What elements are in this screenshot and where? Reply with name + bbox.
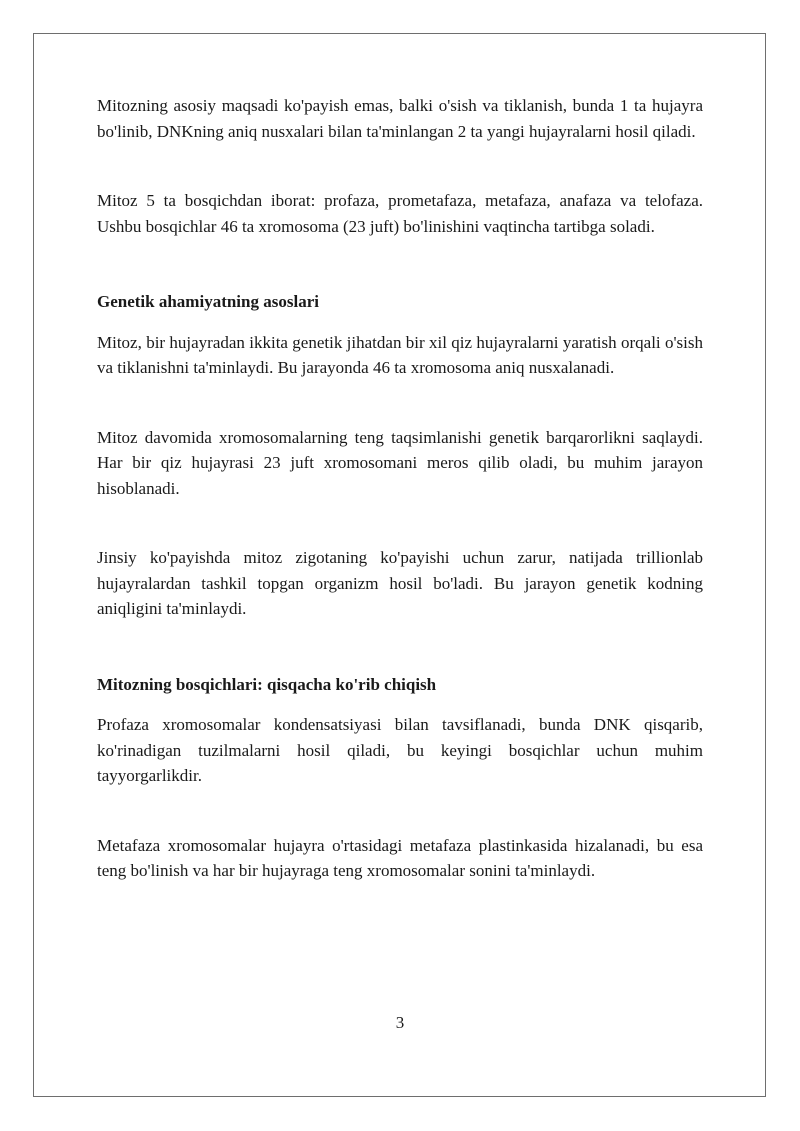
paragraph-chromosome-distribution: Mitoz davomida xromosomalarning teng taqsimlanishi genetik barqarorlikni saqlaydi. Har bir qiz hujayrasi 23 juft xromosomani meros qilib oladi, bu muhim jarayon hisoblanadi. [97,427,703,498]
paragraph-mitosis-stages: Mitoz 5 ta bosqichdan iborat: profaza, prometafaza, metafaza, anafaza va telofaza. Ushbu bosqichlar 46 ta xromosoma (23 juft) bo'linishini vaqtincha tartibga soladi. [97,191,703,236]
paragraph-growth-repair: Mitoz, bir hujayradan ikkita genetik jihatdan bir xil qiz hujayralarni yaratish orqali o'sish va tiklanishni ta'minlaydi. Bu jarayonda 46 ta xromosoma aniq nusxalanadi. [97,332,703,377]
paragraph-metaphase: Metafaza xromosomalar hujayra o'rtasidagi metafaza plastinkasida hizalanadi, bu esa teng bo'linish va har bir hujayraga teng xromosomalar sonini ta'minlaydi. [97,835,703,880]
paragraph-mitosis-purpose: Mitozning asosiy maqsadi ko'payish emas, balki o'sish va tiklanish, bunda 1 ta hujayra bo'linib, DNKning aniq nusxalari bilan ta'minlangan 2 ta yangi hujayralarni hosil qiladi. [97,96,703,141]
section-heading-genetic-significance: Genetik ahamiyatning asoslari [97,292,319,311]
paragraph-sexual-reproduction: Jinsiy ko'payishda mitoz zigotaning ko'payishi uchun zarur, natijada trillionlab hujayralardan tashkil topgan organizm hosil bo'ladi. Bu jarayon genetik kodning aniqligini ta'minlaydi. [97,548,703,618]
page-number: 3 [395,1013,405,1032]
paragraph-prophase: Profaza xromosomalar kondensatsiyasi bilan tavsiflanadi, bunda DNK qisqarib, ko'rinadigan tuzilmalarni hosil qiladi, bu keyingi bosqichlar uchun muhim tayyorgarlikdir. [97,715,703,785]
document-body [97,93,703,884]
section-heading-mitosis-stages-overview: Mitozning bosqichlari: qisqacha ko'rib chiqish [97,674,437,694]
